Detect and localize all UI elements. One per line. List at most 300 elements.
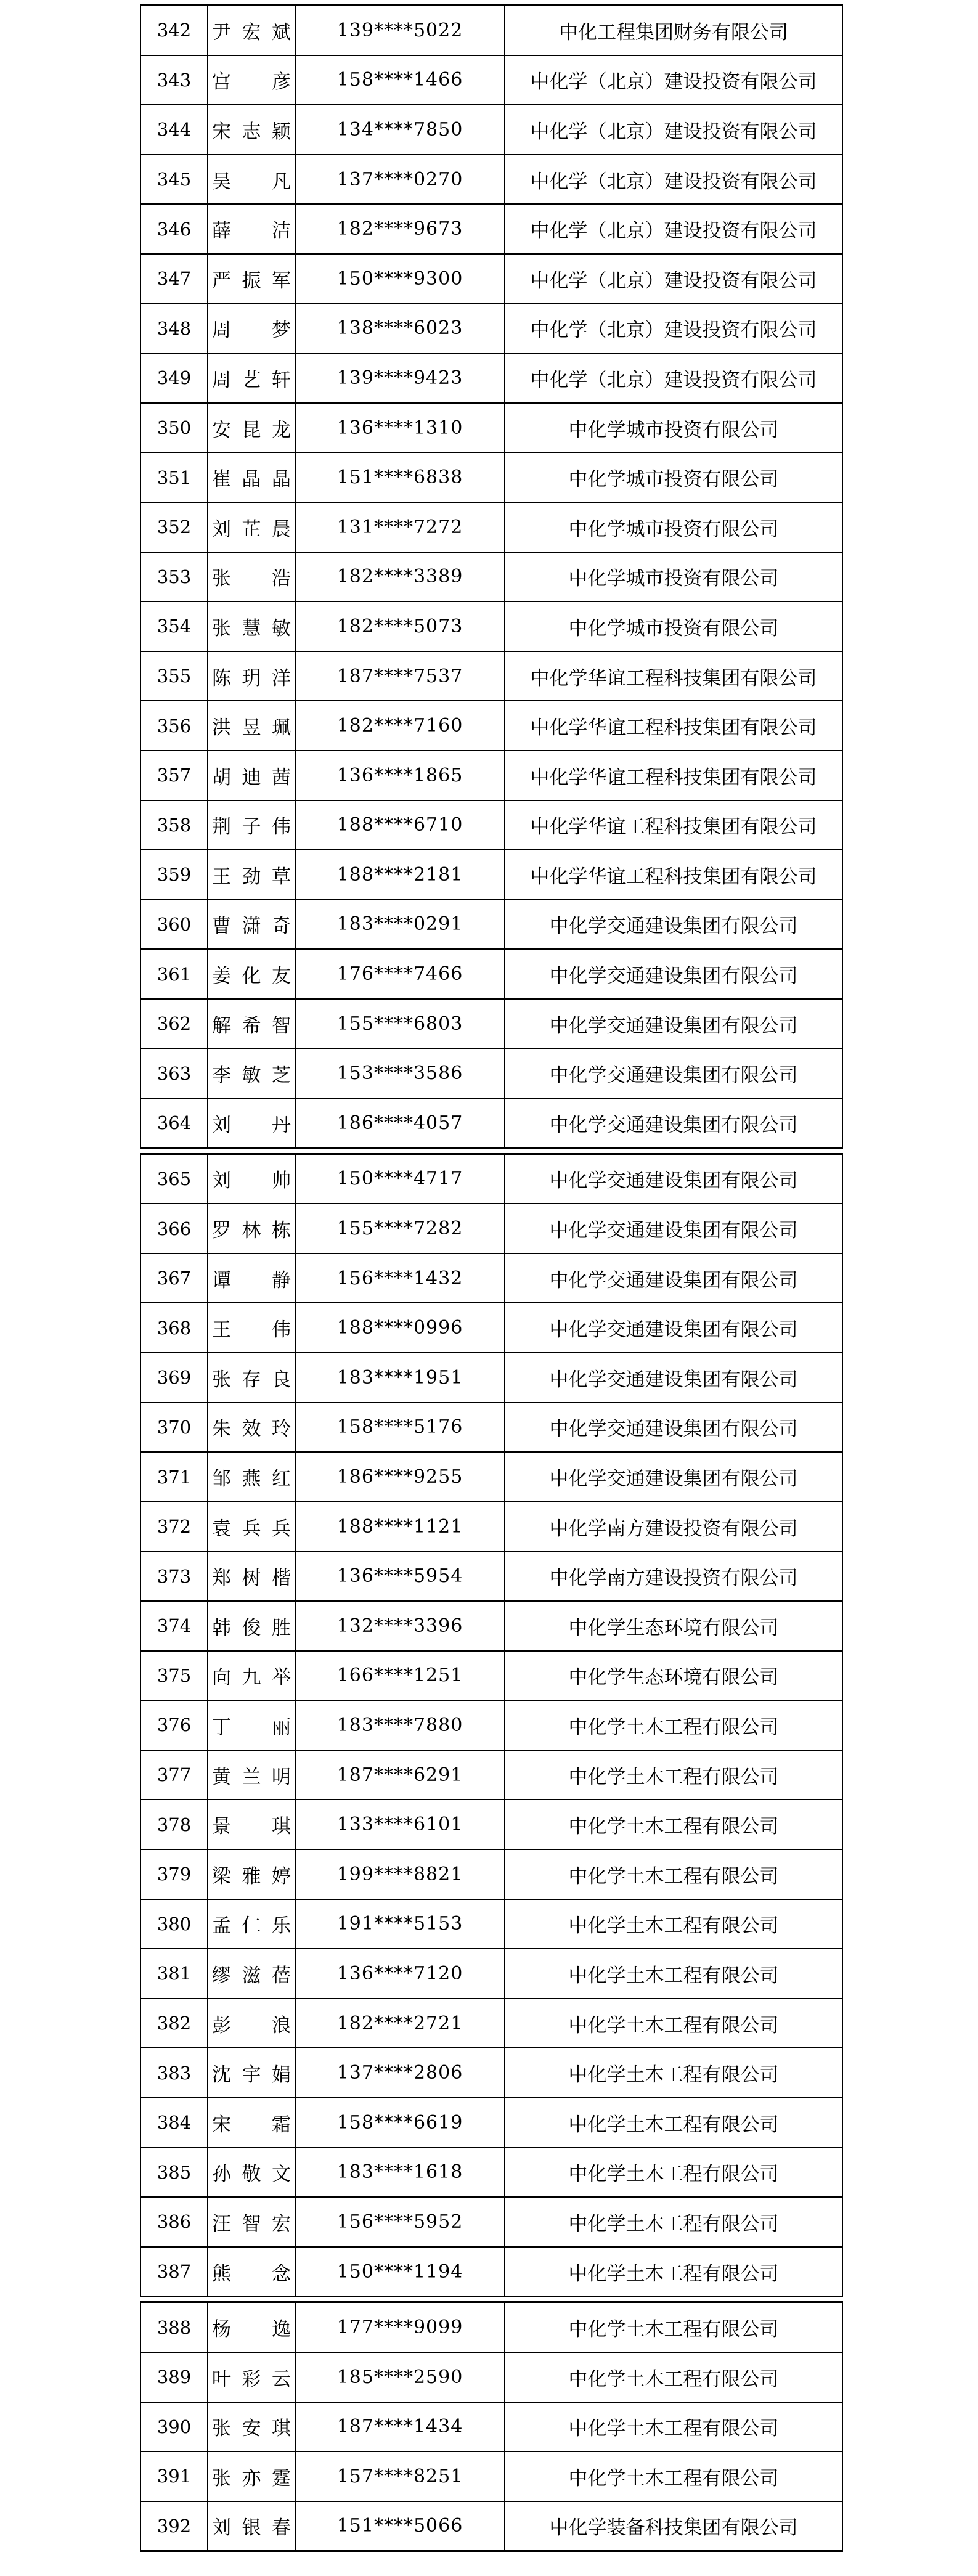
person-name: 谭静: [212, 1269, 291, 1292]
row-number-cell: 358: [141, 801, 208, 850]
name-cell: [208, 1502, 295, 1552]
phone-cell: 151****5066: [295, 2501, 505, 2551]
company-cell: 中化工程集团财务有限公司: [505, 6, 842, 55]
person-name: 胡迪茜: [212, 766, 291, 789]
row-number-cell: 381: [141, 1949, 208, 1999]
company-cell: 中化学华谊工程科技集团有限公司: [505, 701, 842, 751]
table-row: [141, 1253, 842, 1303]
company-cell: 中化学土木工程有限公司: [505, 2148, 842, 2198]
name-cell: [208, 1700, 295, 1750]
table-row: [141, 1700, 842, 1750]
person-name: 宋志颖: [212, 120, 291, 143]
row-number-cell: 384: [141, 2098, 208, 2148]
name-cell: [208, 2501, 295, 2551]
name-cell: [208, 2148, 295, 2198]
name-cell: [208, 1048, 295, 1098]
table-row: [141, 949, 842, 999]
person-name: 刘丹: [212, 1114, 291, 1136]
table-row: [141, 1949, 842, 1999]
person-name: 王劲草: [212, 865, 291, 888]
phone-cell: 156****5952: [295, 2197, 505, 2247]
person-name: 沈宇娟: [212, 2064, 291, 2087]
company-cell: 中化学城市投资有限公司: [505, 452, 842, 502]
name-cell: [208, 6, 295, 55]
phone-cell: 187****7537: [295, 651, 505, 701]
name-cell: [208, 1303, 295, 1353]
table-row: [141, 6, 842, 55]
phone-cell: 182****7160: [295, 701, 505, 751]
name-cell: [208, 2352, 295, 2402]
row-number-cell: 380: [141, 1899, 208, 1949]
name-cell: [208, 1651, 295, 1701]
table-row: [141, 2197, 842, 2247]
table-row: [141, 2402, 842, 2452]
company-cell: 中化学城市投资有限公司: [505, 403, 842, 453]
person-name: 郑树楷: [212, 1567, 291, 1590]
company-cell: 中化学土木工程有限公司: [505, 1750, 842, 1800]
row-number-cell: 361: [141, 949, 208, 999]
company-cell: 中化学交通建设集团有限公司: [505, 1154, 842, 1204]
company-cell: 中化学（北京）建设投资有限公司: [505, 55, 842, 105]
person-name: 孙敬文: [212, 2163, 291, 2186]
phone-cell: 150****1194: [295, 2247, 505, 2297]
phone-cell: 134****7850: [295, 105, 505, 155]
phone-cell: 187****1434: [295, 2402, 505, 2452]
person-name: 叶彩云: [212, 2368, 291, 2391]
company-cell: 中化学装备科技集团有限公司: [505, 2501, 842, 2551]
table-row: [141, 1999, 842, 2048]
table-row: [141, 1502, 842, 1552]
person-name: 薛洁: [212, 220, 291, 243]
name-cell: [208, 1403, 295, 1453]
company-cell: 中化学（北京）建设投资有限公司: [505, 254, 842, 304]
person-name: 孟仁乐: [212, 1915, 291, 1938]
phone-cell: 158****6619: [295, 2098, 505, 2148]
row-number-cell: 344: [141, 105, 208, 155]
phone-cell: 182****5073: [295, 601, 505, 651]
company-cell: 中化学土木工程有限公司: [505, 1899, 842, 1949]
table-row: [141, 1651, 842, 1701]
phone-cell: 182****2721: [295, 1999, 505, 2048]
table-row: [141, 204, 842, 254]
row-number-cell: 369: [141, 1353, 208, 1403]
name-cell: [208, 552, 295, 602]
row-number-cell: 351: [141, 452, 208, 502]
roster-table-section-1: [140, 4, 843, 1149]
roster-document: [140, 4, 842, 2556]
row-number-cell: 367: [141, 1253, 208, 1303]
phone-cell: 187****6291: [295, 1750, 505, 1800]
row-number-cell: 390: [141, 2402, 208, 2452]
row-number-cell: 370: [141, 1403, 208, 1453]
name-cell: [208, 1204, 295, 1253]
person-name: 张存良: [212, 1368, 291, 1391]
row-number-cell: 354: [141, 601, 208, 651]
company-cell: 中化学交通建设集团有限公司: [505, 1403, 842, 1453]
company-cell: 中化学交通建设集团有限公司: [505, 1253, 842, 1303]
name-cell: [208, 1098, 295, 1148]
person-name: 向九举: [212, 1666, 291, 1689]
company-cell: 中化学华谊工程科技集团有限公司: [505, 751, 842, 801]
table-row: [141, 502, 842, 552]
person-name: 邹燕红: [212, 1468, 291, 1491]
name-cell: [208, 751, 295, 801]
company-cell: 中化学华谊工程科技集团有限公司: [505, 850, 842, 900]
row-number-cell: 363: [141, 1048, 208, 1098]
table-row: [141, 1154, 842, 1204]
phone-cell: 158****5176: [295, 1403, 505, 1453]
row-number-cell: 352: [141, 502, 208, 552]
table-row: [141, 801, 842, 850]
person-name: 尹宏斌: [212, 21, 291, 44]
table-row: [141, 254, 842, 304]
row-number-cell: 392: [141, 2501, 208, 2551]
company-cell: 中化学（北京）建设投资有限公司: [505, 304, 842, 354]
table-row: [141, 1303, 842, 1353]
table-row: [141, 2098, 842, 2148]
table-row: [141, 2352, 842, 2402]
row-number-cell: 343: [141, 55, 208, 105]
row-number-cell: 350: [141, 403, 208, 453]
table-row: [141, 353, 842, 403]
phone-cell: 166****1251: [295, 1651, 505, 1701]
row-number-cell: 391: [141, 2452, 208, 2501]
row-number-cell: 382: [141, 1999, 208, 2048]
row-number-cell: 360: [141, 900, 208, 950]
table-row: [141, 900, 842, 950]
row-number-cell: 345: [141, 155, 208, 205]
company-cell: 中化学交通建设集团有限公司: [505, 1353, 842, 1403]
phone-cell: 137****0270: [295, 155, 505, 205]
name-cell: [208, 105, 295, 155]
name-cell: [208, 2197, 295, 2247]
name-cell: [208, 452, 295, 502]
table-row: [141, 1452, 842, 1502]
phone-cell: 188****1121: [295, 1502, 505, 1552]
phone-cell: 139****9423: [295, 353, 505, 403]
row-number-cell: 357: [141, 751, 208, 801]
name-cell: [208, 1253, 295, 1303]
name-cell: [208, 1999, 295, 2048]
table-row: [141, 1849, 842, 1899]
name-cell: [208, 801, 295, 850]
phone-cell: 137****2806: [295, 2048, 505, 2098]
person-name: 宫彦: [212, 71, 291, 94]
company-cell: 中化学交通建设集团有限公司: [505, 1204, 842, 1253]
table-row: [141, 1800, 842, 1849]
table-row: [141, 601, 842, 651]
person-name: 安昆龙: [212, 418, 291, 441]
table-row: [141, 1353, 842, 1403]
company-cell: 中化学交通建设集团有限公司: [505, 900, 842, 950]
phone-cell: 153****3586: [295, 1048, 505, 1098]
name-cell: [208, 502, 295, 552]
table-row: [141, 155, 842, 205]
table-row: [141, 1899, 842, 1949]
name-cell: [208, 999, 295, 1049]
table-row: [141, 1551, 842, 1601]
phone-cell: 183****1618: [295, 2148, 505, 2198]
person-name: 严振军: [212, 269, 291, 292]
row-number-cell: 366: [141, 1204, 208, 1253]
company-cell: 中化学城市投资有限公司: [505, 552, 842, 602]
phone-cell: 183****1951: [295, 1353, 505, 1403]
person-name: 黄兰明: [212, 1766, 291, 1788]
phone-cell: 150****4717: [295, 1154, 505, 1204]
row-number-cell: 389: [141, 2352, 208, 2402]
phone-cell: 133****6101: [295, 1800, 505, 1849]
table-row: [141, 1204, 842, 1253]
row-number-cell: 383: [141, 2048, 208, 2098]
row-number-cell: 378: [141, 1800, 208, 1849]
company-cell: 中化学交通建设集团有限公司: [505, 1098, 842, 1148]
name-cell: [208, 1551, 295, 1601]
table-row: [141, 999, 842, 1049]
row-number-cell: 385: [141, 2148, 208, 2198]
company-cell: 中化学土木工程有限公司: [505, 2098, 842, 2148]
name-cell: [208, 949, 295, 999]
person-name: 洪昱珮: [212, 717, 291, 740]
phone-cell: 132****3396: [295, 1601, 505, 1651]
company-cell: 中化学土木工程有限公司: [505, 2048, 842, 2098]
company-cell: 中化学土木工程有限公司: [505, 2247, 842, 2297]
name-cell: [208, 2452, 295, 2501]
phone-cell: 182****3389: [295, 552, 505, 602]
phone-cell: 188****6710: [295, 801, 505, 850]
company-cell: 中化学华谊工程科技集团有限公司: [505, 651, 842, 701]
table-row: [141, 2452, 842, 2501]
table-row: [141, 2247, 842, 2297]
person-name: 朱效玲: [212, 1418, 291, 1441]
name-cell: [208, 403, 295, 453]
row-number-cell: 375: [141, 1651, 208, 1701]
row-number-cell: 374: [141, 1601, 208, 1651]
row-number-cell: 386: [141, 2197, 208, 2247]
name-cell: [208, 1601, 295, 1651]
row-number-cell: 388: [141, 2302, 208, 2352]
table-row: [141, 2148, 842, 2198]
row-number-cell: 373: [141, 1551, 208, 1601]
person-name: 杨逸: [212, 2318, 291, 2341]
company-cell: 中化学城市投资有限公司: [505, 502, 842, 552]
name-cell: [208, 1452, 295, 1502]
company-cell: 中化学土木工程有限公司: [505, 1999, 842, 2048]
table-row: [141, 2302, 842, 2352]
row-number-cell: 347: [141, 254, 208, 304]
row-number-cell: 364: [141, 1098, 208, 1148]
phone-cell: 185****2590: [295, 2352, 505, 2402]
table-sections: [140, 4, 842, 2552]
table-row: [141, 1098, 842, 1148]
row-number-cell: 362: [141, 999, 208, 1049]
person-name: 刘银春: [212, 2517, 291, 2540]
name-cell: [208, 2098, 295, 2148]
name-cell: [208, 2048, 295, 2098]
name-cell: [208, 155, 295, 205]
person-name: 张安琪: [212, 2418, 291, 2440]
row-number-cell: 359: [141, 850, 208, 900]
phone-cell: 156****1432: [295, 1253, 505, 1303]
company-cell: 中化学南方建设投资有限公司: [505, 1551, 842, 1601]
row-number-cell: 346: [141, 204, 208, 254]
phone-cell: 182****9673: [295, 204, 505, 254]
row-number-cell: 376: [141, 1700, 208, 1750]
person-name: 解希智: [212, 1014, 291, 1037]
table-row: [141, 55, 842, 105]
person-name: 曹潇奇: [212, 915, 291, 938]
company-cell: 中化学交通建设集团有限公司: [505, 1048, 842, 1098]
company-cell: 中化学土木工程有限公司: [505, 1949, 842, 1999]
phone-cell: 177****9099: [295, 2302, 505, 2352]
row-number-cell: 365: [141, 1154, 208, 1204]
company-cell: 中化学交通建设集团有限公司: [505, 999, 842, 1049]
table-row: [141, 701, 842, 751]
table-row: [141, 403, 842, 453]
phone-cell: 183****7880: [295, 1700, 505, 1750]
person-name: 汪智宏: [212, 2212, 291, 2235]
phone-cell: 155****6803: [295, 999, 505, 1049]
phone-cell: 158****1466: [295, 55, 505, 105]
phone-cell: 155****7282: [295, 1204, 505, 1253]
company-cell: 中化学土木工程有限公司: [505, 2302, 842, 2352]
phone-cell: 188****2181: [295, 850, 505, 900]
person-name: 刘帅: [212, 1170, 291, 1192]
person-name: 李敏芝: [212, 1064, 291, 1087]
name-cell: [208, 2247, 295, 2297]
company-cell: 中化学（北京）建设投资有限公司: [505, 353, 842, 403]
phone-cell: 139****5022: [295, 6, 505, 55]
phone-cell: 131****7272: [295, 502, 505, 552]
person-name: 张浩: [212, 568, 291, 590]
name-cell: [208, 254, 295, 304]
row-number-cell: 379: [141, 1849, 208, 1899]
row-number-cell: 368: [141, 1303, 208, 1353]
name-cell: [208, 353, 295, 403]
row-number-cell: 387: [141, 2247, 208, 2297]
person-name: 崔晶晶: [212, 468, 291, 491]
phone-cell: 176****7466: [295, 949, 505, 999]
row-number-cell: 372: [141, 1502, 208, 1552]
person-name: 王伟: [212, 1319, 291, 1342]
person-name: 韩俊胜: [212, 1616, 291, 1639]
person-name: 丁丽: [212, 1716, 291, 1738]
person-name: 宋霜: [212, 2113, 291, 2136]
table-row: [141, 552, 842, 602]
person-name: 陈玥洋: [212, 667, 291, 690]
phone-cell: 157****8251: [295, 2452, 505, 2501]
name-cell: [208, 1353, 295, 1403]
company-cell: 中化学（北京）建设投资有限公司: [505, 204, 842, 254]
table-row: [141, 1601, 842, 1651]
phone-cell: 191****5153: [295, 1899, 505, 1949]
company-cell: 中化学（北京）建设投资有限公司: [505, 155, 842, 205]
row-number-cell: 342: [141, 6, 208, 55]
person-name: 荆子伟: [212, 816, 291, 839]
name-cell: [208, 1849, 295, 1899]
table-row: [141, 1048, 842, 1098]
name-cell: [208, 601, 295, 651]
row-number-cell: 377: [141, 1750, 208, 1800]
phone-cell: 188****0996: [295, 1303, 505, 1353]
person-name: 熊念: [212, 2262, 291, 2285]
company-cell: 中化学土木工程有限公司: [505, 2197, 842, 2247]
company-cell: 中化学土木工程有限公司: [505, 2352, 842, 2402]
table-row: [141, 651, 842, 701]
table-row: [141, 850, 842, 900]
company-cell: 中化学城市投资有限公司: [505, 601, 842, 651]
name-cell: [208, 651, 295, 701]
row-number-cell: 371: [141, 1452, 208, 1502]
phone-cell: 136****1310: [295, 403, 505, 453]
table-row: [141, 751, 842, 801]
name-cell: [208, 701, 295, 751]
company-cell: 中化学土木工程有限公司: [505, 2402, 842, 2452]
company-cell: 中化学交通建设集团有限公司: [505, 1303, 842, 1353]
table-row: [141, 1403, 842, 1453]
person-name: 景琪: [212, 1816, 291, 1838]
phone-cell: 186****9255: [295, 1452, 505, 1502]
company-cell: 中化学生态环境有限公司: [505, 1601, 842, 1651]
phone-cell: 150****9300: [295, 254, 505, 304]
name-cell: [208, 1154, 295, 1204]
person-name: 罗林栋: [212, 1220, 291, 1242]
person-name: 缪滋蓓: [212, 1964, 291, 1987]
table-row: [141, 452, 842, 502]
company-cell: 中化学土木工程有限公司: [505, 1700, 842, 1750]
company-cell: 中化学交通建设集团有限公司: [505, 1452, 842, 1502]
phone-cell: 136****5954: [295, 1551, 505, 1601]
person-name: 周梦: [212, 319, 291, 342]
phone-cell: 136****7120: [295, 1949, 505, 1999]
name-cell: [208, 1750, 295, 1800]
company-cell: 中化学生态环境有限公司: [505, 1651, 842, 1701]
row-number-cell: 348: [141, 304, 208, 354]
person-name: 袁兵兵: [212, 1517, 291, 1540]
row-number-cell: 353: [141, 552, 208, 602]
table-row: [141, 304, 842, 354]
roster-table-section-2: [140, 1153, 843, 2298]
name-cell: [208, 2302, 295, 2352]
name-cell: [208, 1949, 295, 1999]
company-cell: 中化学交通建设集团有限公司: [505, 949, 842, 999]
company-cell: 中化学土木工程有限公司: [505, 1800, 842, 1849]
name-cell: [208, 55, 295, 105]
name-cell: [208, 850, 295, 900]
phone-cell: 151****6838: [295, 452, 505, 502]
table-row: [141, 105, 842, 155]
company-cell: 中化学土木工程有限公司: [505, 2452, 842, 2501]
person-name: 张亦霆: [212, 2467, 291, 2490]
person-name: 刘芷晨: [212, 518, 291, 540]
name-cell: [208, 304, 295, 354]
phone-cell: 138****6023: [295, 304, 505, 354]
roster-table-section-3: [140, 2301, 843, 2552]
person-name: 彭浪: [212, 2014, 291, 2037]
person-name: 姜化友: [212, 965, 291, 988]
person-name: 周艺轩: [212, 369, 291, 391]
row-number-cell: 349: [141, 353, 208, 403]
phone-cell: 199****8821: [295, 1849, 505, 1899]
table-row: [141, 2501, 842, 2551]
phone-cell: 183****0291: [295, 900, 505, 950]
phone-cell: 186****4057: [295, 1098, 505, 1148]
company-cell: 中化学南方建设投资有限公司: [505, 1502, 842, 1552]
table-row: [141, 2048, 842, 2098]
name-cell: [208, 2402, 295, 2452]
name-cell: [208, 1899, 295, 1949]
company-cell: 中化学华谊工程科技集团有限公司: [505, 801, 842, 850]
person-name: 吴凡: [212, 170, 291, 193]
